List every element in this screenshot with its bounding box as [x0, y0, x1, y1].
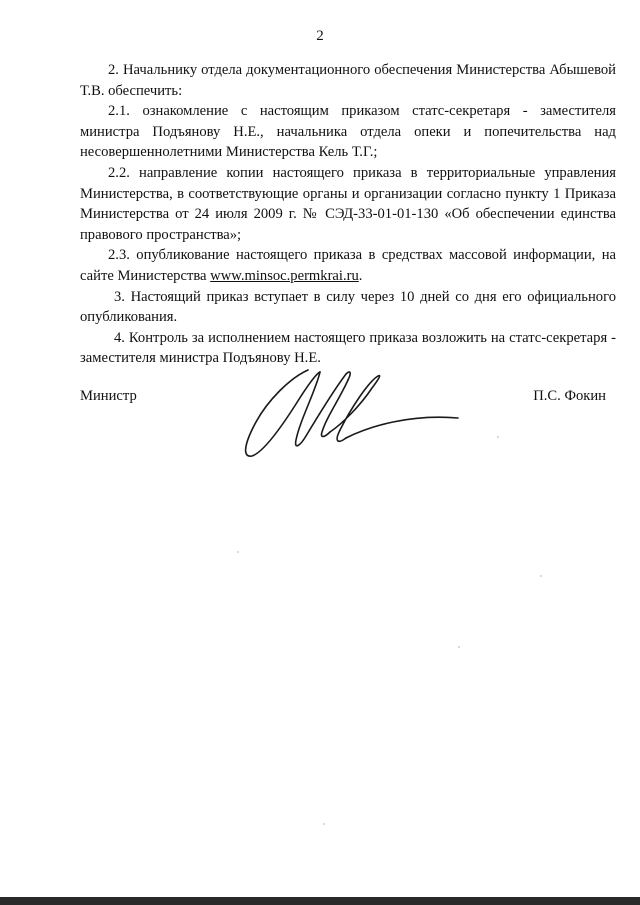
order-body — [80, 60, 616, 369]
signatory-title: Министр — [80, 388, 137, 404]
scan-speck — [540, 575, 542, 577]
paragraph-2-3 — [80, 245, 616, 286]
paragraph-2: 2. Начальнику отдела документационного обеспечения Министерства Абышевой Т.В. обеспечить: — [80, 62, 616, 99]
paragraph-2-3-text: 2.3. опубликование настоящего приказа в средствах массовой информации, на сайте Министерства — [80, 247, 616, 284]
signatory-name: П.С. Фокин — [533, 388, 606, 404]
paragraph-2-1: 2.1. ознакомление с настоящим приказом статс-секретаря - заместителя министра Подъянову Н.Е., начальника отдела опеки и попечительства над несовершеннолетними Министерства Кель Т.Г.; — [80, 103, 616, 161]
scan-speck — [458, 646, 460, 648]
paragraph-3: 3. Настоящий приказ вступает в силу через 10 дней со дня его официального опубликования. — [80, 288, 616, 326]
paragraph-4: 4. Контроль за исполнением настоящего приказа возложить на статс-секретаря - заместителя министра Подъянову Н.Е. — [80, 329, 616, 367]
scan-bottom-edge — [0, 897, 640, 905]
scan-speck — [237, 551, 239, 553]
page-number: 2 — [316, 28, 324, 44]
handwritten-signature — [230, 360, 470, 470]
paragraph-2-2: 2.2. направление копии настоящего приказа в территориальные управления Министерства, в соответствующие органы и организации согласно пункту 1 Приказа Министерства от 24 июля 2009 г. № СЭД-33-01-01-130 «Об обеспечении единства правового пространства»; — [80, 164, 616, 243]
paragraph-2-3-end: . — [358, 267, 363, 284]
ministry-website-link[interactable]: www.minsoc.permkrai.ru — [210, 267, 359, 284]
scan-speck — [323, 823, 325, 825]
scan-speck — [497, 436, 499, 438]
